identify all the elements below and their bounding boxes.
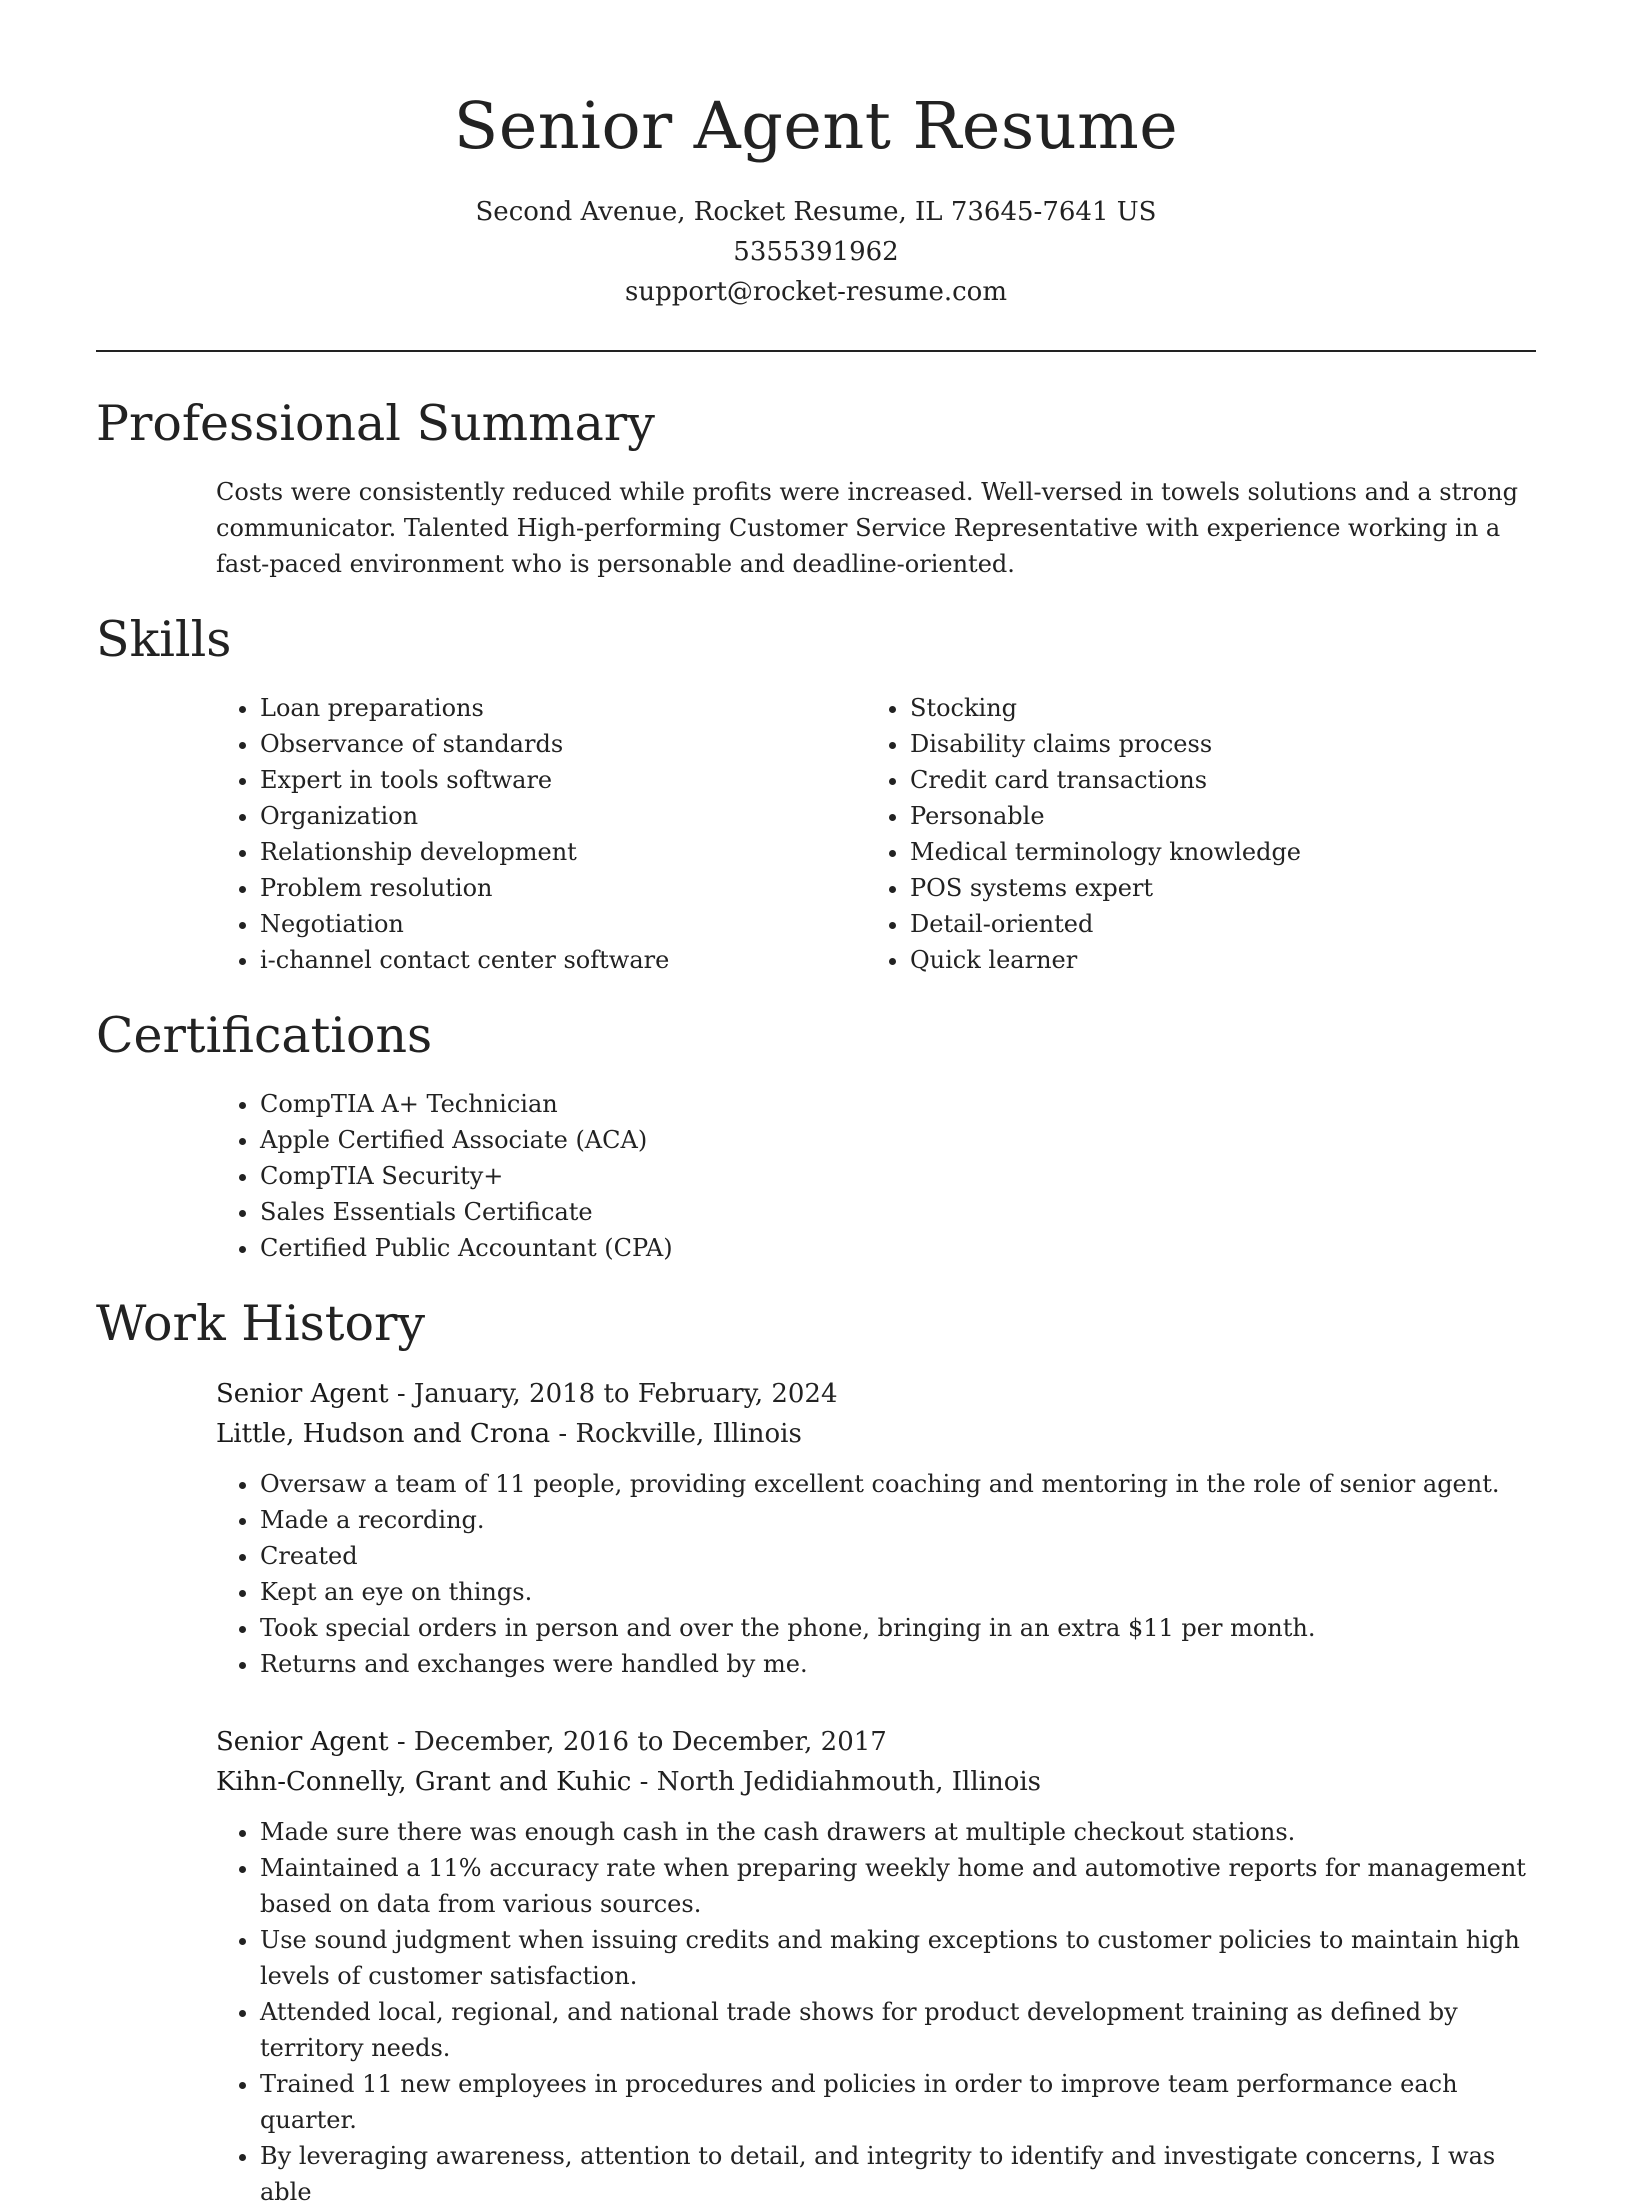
job-duty-item: • Use sound judgment when issuing credits and making exceptions to customer policies to maintain high levels of customer satisfaction. xyxy=(260,1922,1536,1994)
job-entry xyxy=(216,1374,1536,1682)
certifications-section xyxy=(96,1006,1536,1266)
job-duty-item: • Made a recording. xyxy=(260,1502,1536,1538)
certifications-list xyxy=(216,1086,1536,1266)
certification-item: • Apple Certified Associate (ACA) xyxy=(260,1122,1536,1158)
job-duty-item: • Took special orders in person and over the phone, bringing in an extra $11 per month. xyxy=(260,1610,1536,1646)
job-role: Senior Agent xyxy=(216,1727,389,1757)
job-title-line xyxy=(216,1374,1536,1414)
section-heading-skills: Skills xyxy=(96,611,232,668)
phone-text: 5355391962 xyxy=(733,237,899,267)
header-divider xyxy=(96,350,1536,352)
skills-columns xyxy=(216,690,1536,978)
skill-item: • Quick learner xyxy=(910,942,1516,978)
job-duty-item: • Created xyxy=(260,1538,1536,1574)
skill-item: • Credit card transactions xyxy=(910,762,1516,798)
skill-item: • Problem resolution xyxy=(260,870,866,906)
job-company: Kihn-Connelly, Grant and Kuhic xyxy=(216,1767,632,1797)
skills-section xyxy=(96,610,1536,978)
job-entry xyxy=(216,1722,1536,2210)
job-duty-item: • Maintained a 11% accuracy rate when preparing weekly home and automotive reports for management based on data from various sources. xyxy=(260,1850,1536,1922)
job-duty-item: • Made sure there was enough cash in the cash drawers at multiple checkout stations. xyxy=(260,1814,1536,1850)
resume-header xyxy=(96,0,1536,312)
work-history-section xyxy=(96,1294,1536,2210)
section-heading-certifications: Certifications xyxy=(96,1007,433,1064)
skill-item: • Detail-oriented xyxy=(910,906,1516,942)
skill-item: • Organization xyxy=(260,798,866,834)
resume-page xyxy=(96,0,1536,2210)
job-duty-item: • Trained 11 new employees in procedures and policies in order to improve team performance each quarter. xyxy=(260,2066,1536,2138)
skill-item: • Observance of standards xyxy=(260,726,866,762)
job-duties-list xyxy=(216,1814,1536,2210)
professional-summary-section xyxy=(96,394,1536,582)
certification-item: • Certified Public Accountant (CPA) xyxy=(260,1230,1536,1266)
skill-item: • Medical terminology knowledge xyxy=(910,834,1516,870)
job-location: - Rockville, Illinois xyxy=(550,1419,802,1449)
certification-item: • Sales Essentials Certificate xyxy=(260,1194,1536,1230)
job-title-line xyxy=(216,1722,1536,1762)
email-text: support@rocket-resume.com xyxy=(624,277,1007,307)
job-duty-item: • Returns and exchanges were handled by me. xyxy=(260,1646,1536,1682)
section-heading-work-history: Work History xyxy=(96,1295,426,1352)
job-company-line xyxy=(216,1762,1536,1802)
job-company-line xyxy=(216,1414,1536,1454)
skill-item: • Loan preparations xyxy=(260,690,866,726)
job-dates: - December, 2016 to December, 2017 xyxy=(388,1727,887,1757)
job-dates: - January, 2018 to February, 2024 xyxy=(388,1379,838,1409)
job-duty-item: • Attended local, regional, and national trade shows for product development training as defined by territory needs. xyxy=(260,1994,1536,2066)
skill-item: • Disability claims process xyxy=(910,726,1516,762)
skill-item: • Relationship development xyxy=(260,834,866,870)
skill-item: • Personable xyxy=(910,798,1516,834)
skill-item: • POS systems expert xyxy=(910,870,1516,906)
skill-item: • Stocking xyxy=(910,690,1516,726)
job-company: Little, Hudson and Crona xyxy=(216,1419,551,1449)
job-duty-item: • By leveraging awareness, attention to detail, and integrity to identify and investigate concerns, I was able xyxy=(260,2138,1536,2210)
skill-item: • i-channel contact center software xyxy=(260,942,866,978)
certification-item: • CompTIA Security+ xyxy=(260,1158,1536,1194)
skill-item: • Negotiation xyxy=(260,906,866,942)
address-text: Second Avenue, Rocket Resume, IL 73645-7641 US xyxy=(475,197,1157,227)
skills-list-left xyxy=(216,690,866,978)
job-duty-item: • Oversaw a team of 11 people, providing excellent coaching and mentoring in the role of senior agent. xyxy=(260,1466,1536,1502)
skills-list-right xyxy=(866,690,1516,978)
section-heading-summary: Professional Summary xyxy=(96,395,655,452)
job-duties-list xyxy=(216,1466,1536,1682)
certification-item: • CompTIA A+ Technician xyxy=(260,1086,1536,1122)
page-title: Senior Agent Resume xyxy=(453,89,1179,164)
job-duty-item: • Kept an eye on things. xyxy=(260,1574,1536,1610)
skill-item: • Expert in tools software xyxy=(260,762,866,798)
summary-paragraph: Costs were consistently reduced while profits were increased. Well-versed in towels solutions and a strong communicator. Talented High-performing Customer Service Representative with experience working in a fast-paced environment who is personable and deadline-oriented. xyxy=(216,478,1518,578)
job-role: Senior Agent xyxy=(216,1379,389,1409)
job-location: - North Jedidiahmouth, Illinois xyxy=(631,1767,1042,1797)
